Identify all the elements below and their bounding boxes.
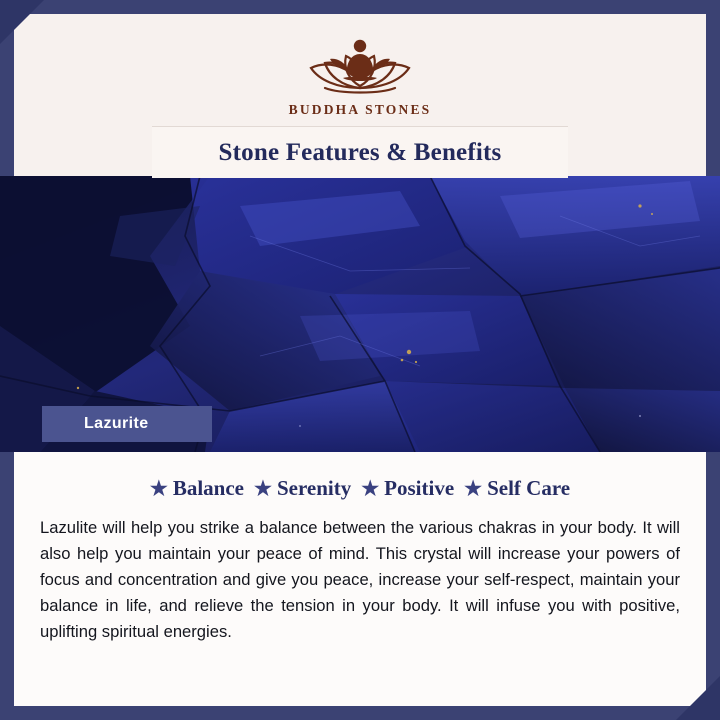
brand-name: BUDDHA STONES — [288, 102, 432, 117]
keyword-item — [150, 476, 244, 501]
keyword-label: Self Care — [487, 476, 571, 500]
stone-name-label: Lazurite — [84, 415, 149, 432]
keyword-label: Balance — [172, 476, 244, 500]
star-icon: ★ — [361, 477, 380, 500]
star-icon: ★ — [464, 477, 483, 500]
keyword-label: Positive — [384, 476, 455, 500]
star-icon: ★ — [149, 477, 168, 500]
page-title-band — [152, 126, 568, 178]
lotus-meditation-icon — [285, 30, 435, 98]
brand-block — [14, 14, 706, 118]
keyword-item — [254, 476, 351, 501]
keyword-item — [361, 476, 454, 501]
keyword-list — [32, 476, 688, 501]
corner-decoration-top-left — [0, 0, 44, 44]
star-icon: ★ — [254, 477, 272, 500]
description-text: Lazulite will help you strike a balance between the various chakras in your body. It will also help you maintain your peace of mind. This crystal will increase your powers of focus and concentration and give you peace, increase your self-respect, maintain your balance in life, and relieve the tension in your body. It will infuse you with positive, uplifting spiritual energies. — [40, 518, 680, 641]
keyword-label: Serenity — [276, 476, 352, 500]
page-title: Stone Features & Benefits — [218, 138, 502, 166]
keyword-item — [464, 476, 570, 501]
corner-decoration-bottom-right — [676, 676, 720, 720]
benefits-card — [14, 452, 706, 706]
stone-name-badge — [42, 406, 212, 442]
